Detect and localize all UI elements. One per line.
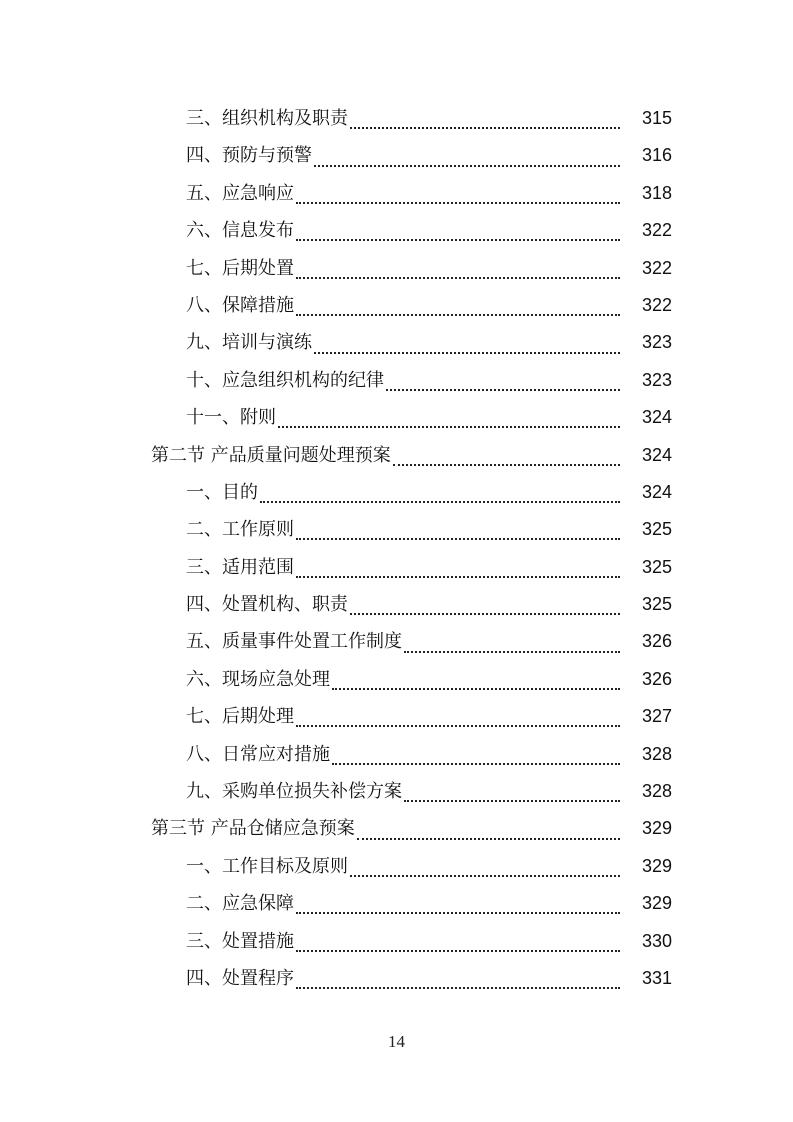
toc-entry[interactable]: [0, 586, 793, 623]
toc-entry-label: 六、现场应急处理: [186, 668, 330, 690]
toc-entry[interactable]: [0, 324, 793, 361]
toc-entry-label: 十、应急组织机构的纪律: [186, 369, 384, 391]
toc-entry[interactable]: [0, 773, 793, 810]
dot-leader: [296, 903, 620, 914]
toc-entry[interactable]: [0, 287, 793, 324]
toc-entry[interactable]: [0, 623, 793, 660]
toc-entry[interactable]: [0, 885, 793, 922]
toc-entry-page-number: 328: [641, 743, 672, 764]
dot-leader: [296, 305, 620, 316]
toc-entry-page-number: 322: [641, 257, 672, 278]
dot-leader: [296, 716, 620, 727]
page-number: 14: [388, 1032, 405, 1051]
dot-leader: [314, 343, 620, 354]
toc-entry-page-number: 323: [641, 332, 672, 353]
toc-entry[interactable]: [0, 661, 793, 698]
toc-entry-label: 六、信息发布: [186, 220, 294, 242]
toc-entry-label: 四、预防与预警: [186, 145, 312, 167]
dot-leader: [296, 268, 620, 279]
dot-leader: [350, 118, 620, 129]
toc-entry[interactable]: [0, 549, 793, 586]
toc-entry-page-number: 325: [641, 594, 672, 615]
toc-entry-page-number: 324: [641, 407, 672, 428]
toc-entry-label: 四、处置程序: [186, 967, 294, 989]
toc-entry[interactable]: [0, 960, 793, 997]
toc-entry-page-number: 324: [641, 481, 672, 502]
dot-leader: [260, 492, 620, 503]
toc-entry-page-number: 323: [641, 369, 672, 390]
toc-entry-page-number: 326: [641, 631, 672, 652]
toc-section-entry[interactable]: [0, 437, 793, 474]
toc-entry[interactable]: [0, 399, 793, 436]
toc-entry-label: 七、后期处置: [186, 257, 294, 279]
toc-entry-label: 三、组织机构及职责: [186, 107, 348, 129]
toc-entry-page-number: 329: [641, 893, 672, 914]
dot-leader: [296, 193, 620, 204]
toc-entry[interactable]: [0, 848, 793, 885]
toc-entry-page-number: 315: [641, 107, 672, 128]
toc-section-entry[interactable]: [0, 810, 793, 847]
dot-leader: [278, 417, 620, 428]
toc-entry-page-number: 329: [641, 818, 672, 839]
dot-leader: [296, 230, 620, 241]
toc-entry[interactable]: [0, 362, 793, 399]
dot-leader: [357, 829, 620, 840]
toc-entry-label: 八、保障措施: [186, 294, 294, 316]
toc-entry[interactable]: [0, 511, 793, 548]
toc-entry-label: 一、目的: [186, 481, 258, 503]
toc-entry-label: 九、培训与演练: [186, 332, 312, 354]
toc-entry-page-number: 325: [641, 556, 672, 577]
toc-entry-page-number: 326: [641, 668, 672, 689]
toc-entry[interactable]: [0, 175, 793, 212]
toc-entry[interactable]: [0, 250, 793, 287]
toc-entry[interactable]: [0, 137, 793, 174]
table-of-contents: [0, 100, 793, 997]
toc-entry-page-number: 329: [641, 855, 672, 876]
toc-entry-label: 三、适用范围: [186, 556, 294, 578]
toc-entry[interactable]: [0, 100, 793, 137]
dot-leader: [332, 754, 620, 765]
toc-entry-page-number: 330: [641, 930, 672, 951]
toc-entry-label: 五、质量事件处置工作制度: [186, 631, 402, 653]
dot-leader: [350, 866, 620, 877]
toc-entry-page-number: 322: [641, 294, 672, 315]
toc-entry-label: 第三节 产品仓储应急预案: [151, 818, 355, 840]
dot-leader: [332, 679, 620, 690]
dot-leader: [296, 529, 620, 540]
toc-entry[interactable]: [0, 474, 793, 511]
toc-entry-label: 四、处置机构、职责: [186, 594, 348, 616]
toc-entry-page-number: 316: [641, 145, 672, 166]
toc-entry-label: 三、处置措施: [186, 930, 294, 952]
dot-leader: [296, 567, 620, 578]
dot-leader: [296, 941, 620, 952]
toc-entry[interactable]: [0, 736, 793, 773]
toc-entry[interactable]: [0, 923, 793, 960]
toc-entry-label: 五、应急响应: [186, 182, 294, 204]
toc-entry-label: 八、日常应对措施: [186, 743, 330, 765]
toc-entry-page-number: 331: [641, 967, 672, 988]
dot-leader: [404, 642, 620, 653]
toc-entry-page-number: 327: [641, 706, 672, 727]
toc-entry-page-number: 318: [641, 182, 672, 203]
dot-leader: [314, 156, 620, 167]
toc-entry[interactable]: [0, 698, 793, 735]
dot-leader: [386, 380, 620, 391]
toc-entry-label: 二、应急保障: [186, 893, 294, 915]
dot-leader: [350, 604, 620, 615]
toc-entry-page-number: 325: [641, 519, 672, 540]
toc-entry-page-number: 322: [641, 220, 672, 241]
dot-leader: [404, 791, 620, 802]
toc-entry[interactable]: [0, 212, 793, 249]
toc-entry-label: 九、采购单位损失补偿方案: [186, 781, 402, 803]
dot-leader: [296, 978, 620, 989]
toc-entry-label: 二、工作原则: [186, 519, 294, 541]
toc-entry-label: 十一、附则: [186, 407, 276, 429]
toc-entry-label: 第二节 产品质量问题处理预案: [151, 444, 391, 466]
toc-entry-label: 七、后期处理: [186, 706, 294, 728]
toc-entry-label: 一、工作目标及原则: [186, 855, 348, 877]
toc-entry-page-number: 328: [641, 781, 672, 802]
dot-leader: [393, 455, 620, 466]
toc-entry-page-number: 324: [641, 444, 672, 465]
